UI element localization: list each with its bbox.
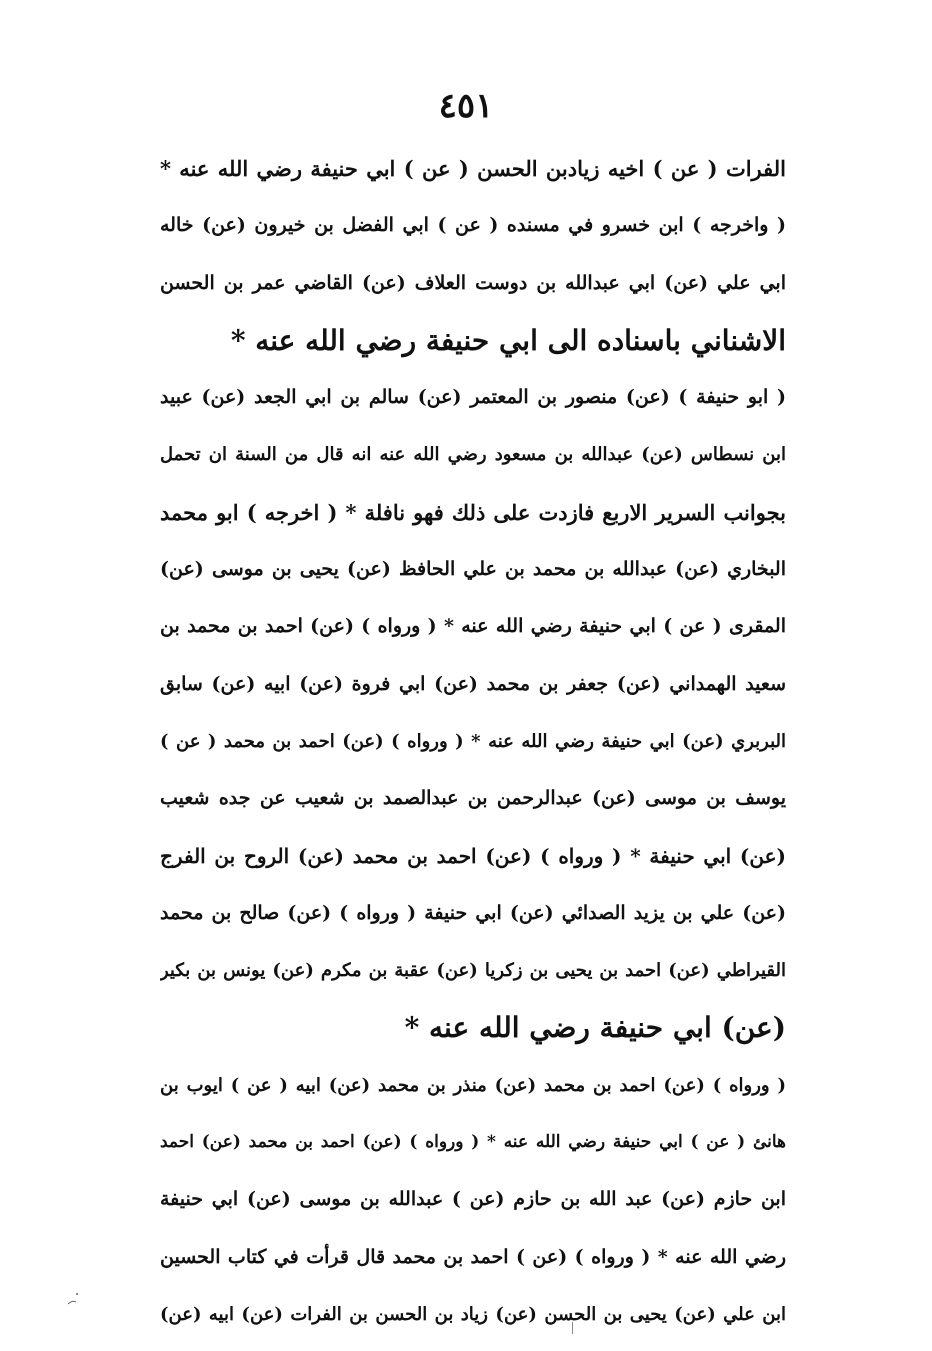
text-line: ابن نسطاس (عن) عبدالله بن مسعود رضي الله عنه انه قال من السنة ان تحمل (160, 444, 786, 466)
text-line: الفرات ( عن ) اخيه زيادبن الحسن ( عن ) ابي حنيفة رضي الله عنه * (160, 156, 786, 181)
text-line: ابن حازم (عن) عبد الله بن حازم (عن ) عبدالله بن موسى (عن) ابي حنيفة (160, 1188, 786, 1211)
text-line: ابن علي (عن) يحيى بن الحسن (عن) زياد بن الحسن بن الفرات (عن) ابيه (عن) (160, 1303, 786, 1325)
text-line: (عن) ابي حنيفة رضي الله عنه * (404, 1011, 786, 1045)
text-line: ( واخرجه ) ابن خسرو في مسنده ( عن ) ابي الفضل بن خيرون (عن) خاله (160, 214, 786, 237)
text-line: الاشناني باسناده الى ابي حنيفة رضي الله عنه * (230, 323, 786, 357)
text-line: ابي علي (عن) ابي عبدالله بن دوست العلاف (عن) القاضي عمر بن الحسن (160, 271, 786, 294)
text-line: (عن) ابي حنيفة * ( ورواه ) (عن) احمد بن محمد (عن) الروح بن الفرج (160, 843, 786, 868)
text-line: (عن) علي بن يزيد الصدائي (عن) ابي حنيفة ( ورواه ) (عن) صالح بن محمد (160, 901, 786, 924)
text-line: البخاري (عن) عبدالله بن محمد بن علي الحافظ (عن) يحيى بن موسى (عن) (160, 558, 786, 581)
text-line: المقرى ( عن ) ابي حنيفة رضي الله عنه * ( ورواه ) (عن) احمد بن محمد بن (160, 615, 786, 638)
bottom-tick (572, 1322, 577, 1334)
text-line: رضي الله عنه * ( ورواه ) (عن ) احمد بن محمد قال قرأت في كتاب الحسين (160, 1245, 786, 1268)
text-line: ( ابو حنيفة ) (عن) منصور بن المعتمر (عن) سالم بن ابي الجعد (عن) عبيد (160, 386, 786, 409)
text-line: القيراطي (عن) احمد بن يحيى بن زكريا (عن) عقبة بن مكرم (عن) يونس بن بكير (160, 960, 786, 982)
text-line: البربري (عن) ابي حنيفة رضي الله عنه * ( ورواه ) (عن) احمد بن محمد ( عن ) (160, 730, 786, 752)
text-line: هانئ ( عن ) ابي حنيفة رضي الله عنه * ( ورواه ) (عن) احمد بن محمد (عن) احمد (160, 1132, 786, 1153)
margin-speck (66, 1290, 80, 1308)
body-text (160, 140, 786, 1343)
text-line: يوسف بن موسى (عن) عبدالرحمن بن عبدالصمد بن شعيب عن جده شعيب (160, 787, 786, 810)
text-line: سعيد الهمداني (عن) جعفر بن محمد (عن) ابي فروة (عن) ابيه (عن) سابق (160, 672, 786, 695)
text-line: بجوانب السرير الاربع فازدت على ذلك فهو نافلة * ( اخرجه ) ابو محمد (160, 499, 786, 525)
text-line: ( ورواه ) (عن) احمد بن محمد (عن) منذر بن محمد (عن) ابيه ( عن ) ايوب بن (160, 1074, 786, 1096)
page-number: ٤٥١ (438, 86, 494, 126)
